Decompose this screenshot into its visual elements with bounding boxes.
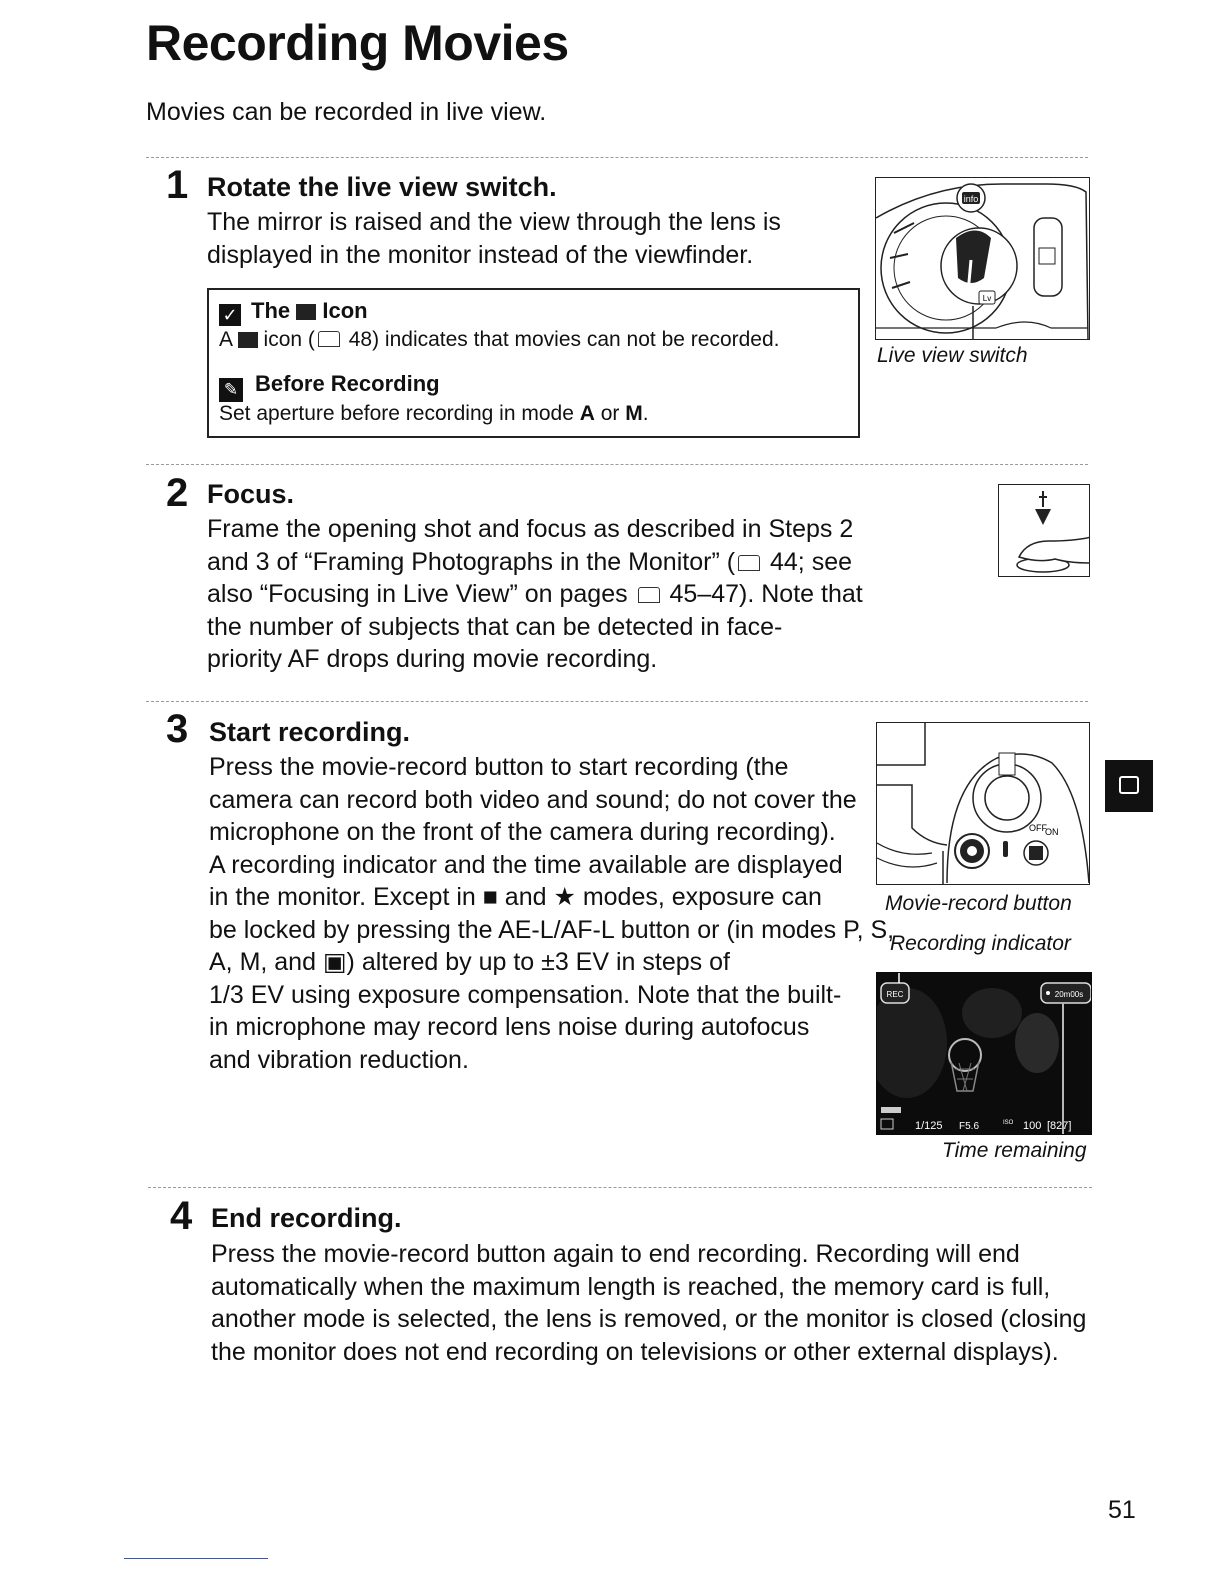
page-reference-icon — [738, 555, 760, 571]
shutter-value: 1/125 — [915, 1120, 943, 1132]
body-line: Frame the opening shot and focus as described in Steps 2 — [207, 515, 854, 543]
step-heading: Start recording. — [209, 717, 411, 747]
body-line: also “Focusing in Live View” on pages 45–47). Note that — [207, 580, 863, 608]
body-line: another mode is selected, the lens is removed, or the monitor is closed (closing — [211, 1305, 1087, 1333]
step-body — [209, 751, 894, 1076]
shutter-half-press-figure — [998, 484, 1090, 577]
body-line: priority AF drops during movie recording. — [207, 645, 658, 673]
step-number: 3 — [166, 707, 189, 751]
body-line: camera can record both video and sound; do not cover the — [209, 785, 857, 814]
camera-back-drawing — [877, 723, 1090, 885]
monitor-scene-drawing — [877, 973, 1092, 1135]
recording-indicator-caption: Recording indicator — [890, 932, 1071, 955]
finger-press-drawing — [999, 485, 1090, 577]
body-line: be locked by pressing the AE-L/AF-L button or (in modes P, S, — [209, 915, 895, 944]
lv-label: Lv — [982, 294, 992, 303]
on-label: ON — [1045, 827, 1059, 837]
page-number: 51 — [1108, 1496, 1136, 1524]
live-view-section-tab — [1105, 760, 1153, 812]
step-number: 1 — [166, 163, 189, 207]
divider — [146, 464, 1088, 465]
aperture-value: F5.6 — [959, 1121, 980, 1132]
body-line: the number of subjects that can be detected in face- — [207, 612, 783, 641]
frames-remaining: [827] — [1047, 1120, 1072, 1132]
divider — [146, 701, 1088, 702]
no-movie-icon — [238, 332, 258, 348]
step-heading: End recording. — [211, 1203, 402, 1233]
body-line: Press the movie-record button to start recording (the — [209, 753, 789, 781]
live-view-icon — [1119, 776, 1139, 794]
time-remaining-value: 20m00s — [1054, 990, 1084, 999]
no-movie-icon — [296, 304, 316, 320]
step-number: 4 — [170, 1194, 193, 1238]
body-line: A recording indicator and the time available are displayed — [209, 850, 843, 879]
movie-record-button-figure — [876, 722, 1090, 885]
body-line: A, M, and ▣) altered by up to ±3 EV in steps of — [209, 948, 730, 976]
body-line: displayed in the monitor instead of the viewfinder. — [207, 240, 754, 269]
divider — [146, 157, 1088, 158]
rec-indicator: REC — [886, 990, 904, 999]
camera-top-drawing — [876, 178, 1090, 340]
movie-record-button-caption: Movie-record button — [885, 892, 1072, 915]
info-label: info — [963, 194, 979, 204]
body-line: The mirror is raised and the view through the lens is — [207, 208, 781, 236]
body-line: 1/3 EV using exposure compensation. Note that the built- — [209, 980, 842, 1009]
time-remaining-caption: Time remaining — [942, 1139, 1087, 1162]
step-body — [211, 1238, 1086, 1368]
intro-text: Movies can be recorded in live view. — [146, 98, 547, 126]
monitor-display-figure — [876, 972, 1092, 1135]
iso-value: 100 — [1023, 1120, 1042, 1132]
note-title: ✓ The Icon — [219, 298, 368, 326]
pencil-icon: ✎ — [219, 378, 243, 402]
footer-link-underline — [124, 1558, 268, 1559]
note-box — [207, 288, 860, 438]
iso-label: ISO — [1003, 1120, 1014, 1126]
step-heading: Focus. — [207, 479, 295, 509]
step-body — [207, 206, 781, 271]
step-heading: Rotate the live view switch. — [207, 172, 557, 202]
body-line: Press the movie-record button again to end recording. Recording will end — [211, 1240, 1020, 1268]
divider — [148, 1187, 1092, 1188]
note-text: A icon ( 48) indicates that movies can not be recorded. — [219, 328, 780, 351]
step-number: 2 — [166, 471, 189, 515]
off-label: OFF — [1029, 823, 1047, 833]
live-view-switch-figure — [875, 177, 1090, 340]
body-line: and vibration reduction. — [209, 1045, 469, 1074]
figure-caption: Live view switch — [877, 344, 1028, 367]
body-line: microphone on the front of the camera during recording). — [209, 818, 836, 846]
step-body — [207, 513, 863, 676]
page-title: Recording Movies — [146, 15, 569, 71]
body-line: automatically when the maximum length is reached, the memory card is full, — [211, 1272, 1051, 1301]
body-line: the monitor does not end recording on televisions or other external displays). — [211, 1337, 1059, 1366]
body-line: and 3 of “Framing Photographs in the Monitor” ( 44; see — [207, 547, 852, 576]
page-reference-icon — [638, 587, 660, 603]
body-line: in the monitor. Except in ■ and ★ modes, exposure can — [209, 883, 822, 911]
page-reference-icon — [318, 331, 340, 347]
body-line: in microphone may record lens noise during autofocus — [209, 1013, 810, 1041]
note-title: ✎ Before Recording — [219, 371, 440, 402]
check-icon: ✓ — [219, 304, 241, 326]
note-text: Set aperture before recording in mode A or M. — [219, 402, 649, 425]
